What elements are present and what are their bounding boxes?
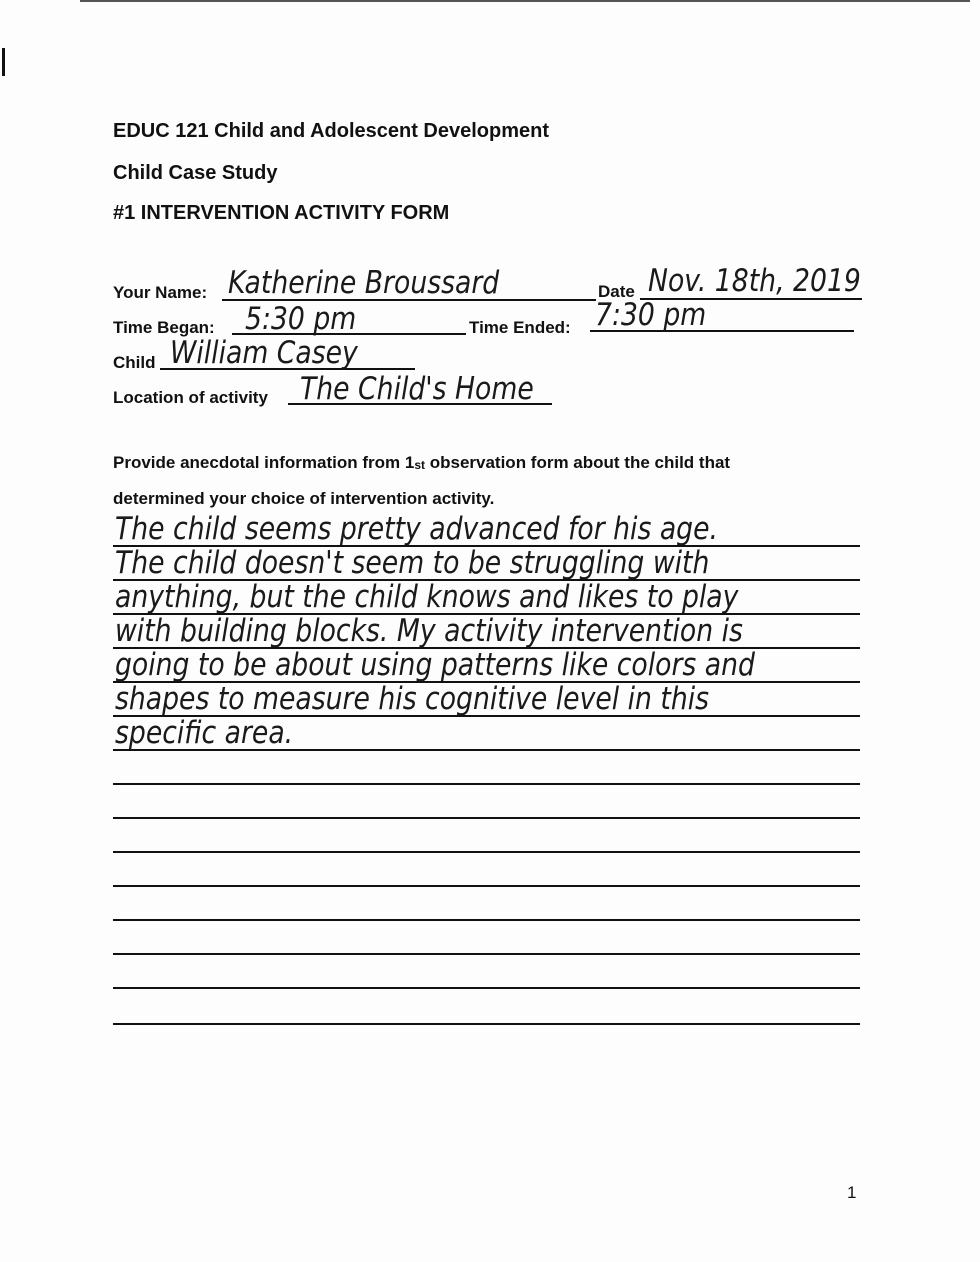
response-line[interactable] <box>113 751 860 785</box>
time-began-label: Time Began: <box>113 318 215 337</box>
response-line[interactable] <box>113 819 860 853</box>
response-text: anything, but the child knows and likes to play <box>115 579 739 615</box>
response-line[interactable] <box>113 921 860 955</box>
location-label: Location of activity <box>113 388 268 407</box>
response-line[interactable] <box>113 581 860 615</box>
response-line[interactable] <box>113 853 860 887</box>
response-line[interactable] <box>113 547 860 581</box>
response-line[interactable] <box>113 887 860 921</box>
date-label: Date <box>598 282 635 301</box>
response-text: with building blocks. My activity intervention is <box>115 613 743 649</box>
response-line[interactable] <box>113 717 860 751</box>
response-line[interactable] <box>113 785 860 819</box>
response-rule <box>113 1023 860 1025</box>
response-text: The child doesn't seem to be struggling with <box>115 545 710 581</box>
response-text: shapes to measure his cognitive level in this <box>115 681 710 717</box>
scan-top-edge <box>80 0 970 2</box>
response-line[interactable] <box>113 991 860 1025</box>
time-began-value[interactable]: 5:30 pm <box>245 301 357 337</box>
prompt-text-after: observation form about the child that <box>425 453 731 472</box>
response-line[interactable] <box>113 513 860 547</box>
page-number: 1 <box>847 1183 857 1202</box>
response-line[interactable] <box>113 649 860 683</box>
prompt-text-before: Provide anecdotal information from 1 <box>113 453 415 472</box>
scan-margin-mark <box>2 48 5 76</box>
name-value[interactable]: Katherine Broussard <box>228 265 500 301</box>
location-value[interactable]: The Child's Home <box>300 371 534 407</box>
name-label: Your Name: <box>113 283 208 302</box>
date-value[interactable]: Nov. 18th, 2019 <box>648 263 861 299</box>
time-ended-value[interactable]: 7:30 pm <box>595 297 707 333</box>
anecdotal-prompt-line1 <box>113 453 730 473</box>
anecdotal-prompt-line2: determined your choice of intervention activity. <box>113 489 495 508</box>
child-label: Child <box>113 353 156 372</box>
response-text: going to be about using patterns like colors and <box>115 647 755 683</box>
response-text: The child seems pretty advanced for his age. <box>115 511 718 547</box>
response-line[interactable] <box>113 683 860 717</box>
response-line[interactable] <box>113 615 860 649</box>
child-value[interactable]: William Casey <box>170 335 358 371</box>
form-title: #1 INTERVENTION ACTIVITY FORM <box>113 202 450 224</box>
case-study-subtitle: Child Case Study <box>113 162 278 184</box>
prompt-ordinal: st <box>414 458 425 472</box>
time-ended-label: Time Ended: <box>469 318 571 337</box>
course-title: EDUC 121 Child and Adolescent Development <box>113 120 550 142</box>
response-text: specific area. <box>115 715 294 751</box>
response-line[interactable] <box>113 955 860 989</box>
response-rule <box>113 987 860 989</box>
